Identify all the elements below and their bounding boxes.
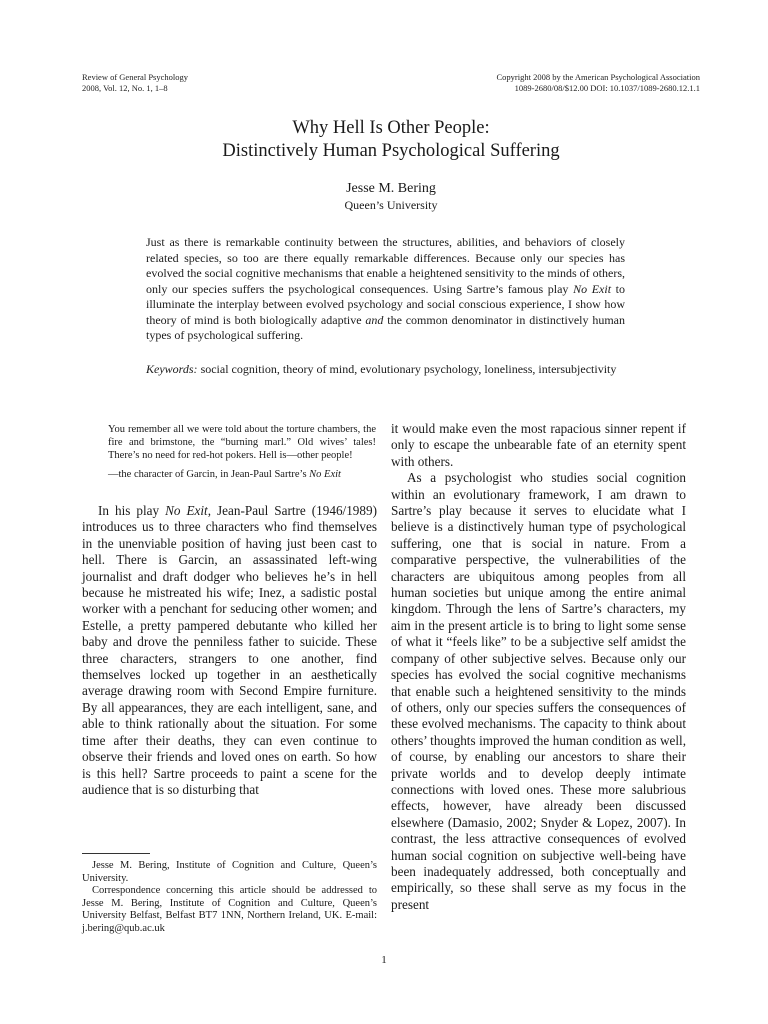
journal-volume: 2008, Vol. 12, No. 1, 1–8 bbox=[82, 83, 168, 93]
body-text-c: , Jean-Paul Sartre (1946/1989) introduces us to three characters who find themselves in the unenviable position of having just been cast to hell. There is Garcin, an assassinated left-wing journalist and draft dodger who believes he’s in hell because he mistreated his wife; Inez, a sadistic postal worker with a penchant for seducing other women; and Estelle, a pretty pampered debutante who killed her baby and drove the penniless father to suicide. These three characters, strangers to one another, find themselves locked up together in an aesthetically average drawing room with Second Empire furniture. By all appearances, they are each intelligent, sane, and able to think rationally about the situation. For some time after their deaths, they can even continue to observe their friends and loved ones on earth. So how is this hell? Sartre proceeds to paint a scene for the audience that is so disturbing that bbox=[82, 503, 377, 797]
epigraph-attribution-text: —the character of Garcin, in Jean-Paul Sartre’s bbox=[108, 469, 310, 480]
abstract-text-c: to illuminate the interplay between evolved psychology and social conscious experience, I show how theory of mind is both biologically adaptive bbox=[146, 281, 626, 327]
author-note-affiliation: Jesse M. Bering, Institute of Cognition and Culture, Queen’s University. bbox=[82, 860, 377, 884]
doi-line: 1089-2680/08/$12.00 DOI: 10.1037/1089-2680.12.1.1 bbox=[514, 83, 700, 93]
author-affiliation: Queen’s University bbox=[344, 198, 438, 212]
body-paragraph-2: As a psychologist who studies social cognition within an evolutionary framework, I am drawn to Sartre’s play because it serves to elucidate what I believe is a distinctively human type of psychological suffering, one that is social in nature. From a comparative perspective, the vulnerabilities of the characters are ubiquitous among peoples from all human societies but unique among the entire animal kingdom. Through the lens of Sartre’s characters, my aim in the present article is to bring to light some sense of what it “feels like” to be a subjective self amidst the company of other subjective selves. Because only our species has evolved the social cognitive mechanisms that enable such a heightened sensitivity to the minds of others, only our species suffers the consequences of these evolved mechanisms. The capacity to think about others’ thoughts improved the human condition as well, of course, by enabling our ancestors to share their private worlds and to develop deeply intimate connections with loved ones. These more salubrious effects, however, have already been discussed elsewhere (Damasio, 2002; Snyder & Lopez, 2007). In contrast, the less attractive consequences of evolved human social cognition on subjective well-being have been inadequately addressed, both conceptually and empirically, so these shall serve as my focus in the present bbox=[391, 470, 686, 912]
keywords-text: social cognition, theory of mind, evolutionary psychology, loneliness, intersubjectivity bbox=[197, 362, 617, 376]
keywords bbox=[146, 362, 625, 378]
abstract-text-e: the common denominator in distinctively human types of psychological suffering. bbox=[146, 312, 626, 342]
author-note bbox=[82, 860, 377, 936]
abstract bbox=[146, 235, 625, 344]
journal-name: Review of General Psychology bbox=[82, 72, 188, 82]
epigraph bbox=[108, 423, 376, 481]
body-column-right bbox=[391, 421, 686, 913]
epigraph-play-title: No Exit bbox=[309, 469, 341, 480]
author-name: Jesse M. Bering bbox=[346, 181, 436, 196]
page-number: 1 bbox=[381, 954, 387, 966]
footnote-divider bbox=[82, 853, 150, 854]
title-line-2: Distinctively Human Psychological Suffering bbox=[222, 141, 560, 161]
article-title bbox=[82, 117, 700, 163]
title-line-1: Why Hell Is Other People: bbox=[292, 118, 490, 138]
author-note-correspondence: Correspondence concerning this article should be addressed to Jesse M. Bering, Institute of Cognition and Culture, Queen’s University Belfast, Belfast BT7 1NN, Northern Ireland, UK. E-mail: j.bering@qub.ac.uk bbox=[82, 885, 377, 934]
copyright-line: Copyright 2008 by the American Psychological Association bbox=[496, 72, 700, 82]
epigraph-attribution bbox=[108, 468, 376, 481]
running-head-right bbox=[496, 72, 700, 94]
body-column-left bbox=[82, 503, 377, 798]
running-head-left bbox=[82, 72, 188, 94]
body-paragraph-1 bbox=[82, 503, 377, 798]
abstract-play-title: No Exit bbox=[573, 281, 612, 296]
abstract-emphasis: and bbox=[365, 312, 384, 327]
keywords-label: Keywords: bbox=[146, 362, 198, 376]
abstract-text-a: Just as there is remarkable continuity between the structures, abilities, and behaviors of closely related species, so too are there equally remarkable differences. Because only our species has evolved the social cognitive mechanisms that enable a heightened sensitivity to the minds of others, only our species suffers the psychological consequences. Using Sartre’s famous play bbox=[146, 235, 625, 296]
epigraph-quote: You remember all we were told about the torture chambers, the fire and brimstone, the “burning marl.” Old wives’ tales! There’s no need for red-hot pokers. Hell is—other people! bbox=[108, 424, 376, 461]
body-text-a: In his play bbox=[98, 503, 166, 518]
body-paragraph-continued: it would make even the most rapacious sinner repent if only to escape the unbearable fate of an eternity spent with others. bbox=[391, 421, 686, 469]
body-play-title: No Exit bbox=[165, 503, 208, 518]
